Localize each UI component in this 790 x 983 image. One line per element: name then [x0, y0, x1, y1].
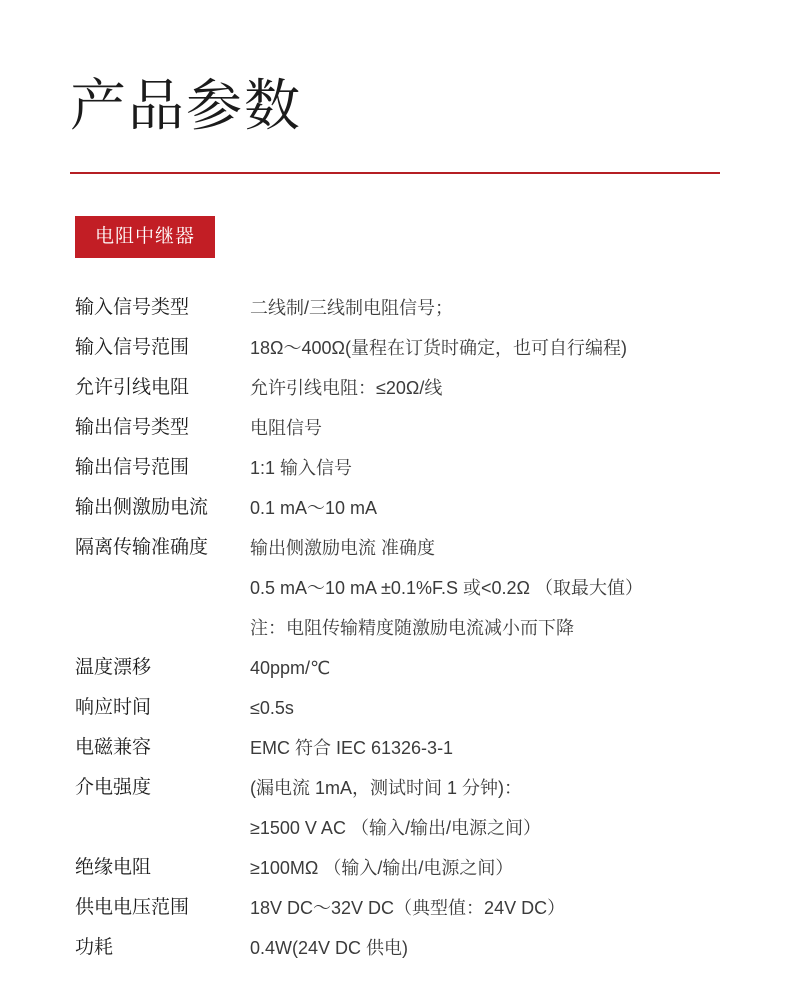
spec-value-line: 输出侧激励电流 准确度 [250, 538, 435, 558]
spec-label: 输出侧激励电流 [75, 497, 209, 518]
spec-row [75, 888, 775, 928]
spec-label: 隔离传输准确度 [75, 537, 209, 558]
spec-value [250, 848, 775, 888]
spec-row [75, 928, 775, 968]
spec-label: 温度漂移 [75, 657, 152, 678]
spec-value-line: 注：电阻传输精度随激励电流减小而下降 [250, 618, 574, 638]
spec-value-line: (漏电流 1mA，测试时间 1 分钟)： [250, 778, 523, 798]
spec-label: 输入信号范围 [75, 337, 190, 358]
title-divider [70, 172, 720, 174]
spec-value-line: ≥100MΩ （输入/输出/电源之间） [250, 858, 514, 878]
spec-row [75, 728, 775, 768]
spec-value-line: ≤0.5s [250, 698, 294, 718]
spec-label: 功耗 [75, 937, 114, 958]
spec-value-line: ≥1500 V AC （输入/输出/电源之间） [250, 818, 541, 838]
spec-table-body [75, 288, 775, 968]
spec-row [75, 328, 775, 368]
spec-value [250, 488, 775, 528]
spec-label: 介电强度 [75, 777, 152, 798]
spec-value-line: 二线制/三线制电阻信号； [250, 298, 453, 318]
spec-value-line: 0.1 mA～10 mA [250, 498, 378, 518]
spec-row [75, 368, 775, 408]
spec-row [75, 408, 775, 448]
spec-label: 输出信号类型 [75, 417, 190, 438]
spec-value [250, 448, 775, 488]
spec-value [250, 768, 775, 848]
spec-row [75, 688, 775, 728]
spec-value-line: 18Ω～400Ω(量程在订货时确定，也可自行编程) [250, 338, 627, 358]
spec-table [75, 288, 775, 968]
spec-label: 绝缘电阻 [75, 857, 152, 878]
spec-value-line: EMC 符合 IEC 61326-3-1 [250, 738, 454, 758]
spec-label: 电磁兼容 [75, 737, 152, 758]
spec-row [75, 848, 775, 888]
spec-row [75, 528, 775, 648]
spec-row [75, 488, 775, 528]
spec-value [250, 328, 775, 368]
page-title: 产品参数 [70, 74, 302, 137]
spec-value-line: 0.5 mA～10 mA ±0.1%F.S 或<0.2Ω （取最大值） [250, 578, 643, 598]
spec-label: 输入信号类型 [75, 297, 190, 318]
spec-value [250, 368, 775, 408]
spec-value [250, 528, 775, 648]
spec-row [75, 288, 775, 328]
spec-value [250, 408, 775, 448]
spec-label: 供电电压范围 [75, 897, 190, 918]
spec-value-line: 电阻信号 [250, 418, 322, 438]
spec-label: 响应时间 [75, 697, 152, 718]
spec-value-line: 1:1 输入信号 [250, 458, 353, 478]
spec-value [250, 728, 775, 768]
spec-label: 允许引线电阻 [75, 377, 190, 398]
spec-value [250, 688, 775, 728]
spec-value-line: 0.4W(24V DC 供电) [250, 938, 409, 958]
spec-row [75, 648, 775, 688]
spec-value [250, 648, 775, 688]
spec-value [250, 288, 775, 328]
spec-label: 输出信号范围 [75, 457, 190, 478]
spec-value-line: 18V DC～32V DC（典型值：24V DC） [250, 898, 566, 918]
spec-value [250, 928, 775, 968]
section-badge: 电阻中继器 [75, 216, 215, 258]
spec-value-line: 允许引线电阻：≤20Ω/线 [250, 378, 443, 398]
spec-value [250, 888, 775, 928]
spec-value-line: 40ppm/℃ [250, 658, 331, 678]
spec-row [75, 448, 775, 488]
spec-row [75, 768, 775, 848]
